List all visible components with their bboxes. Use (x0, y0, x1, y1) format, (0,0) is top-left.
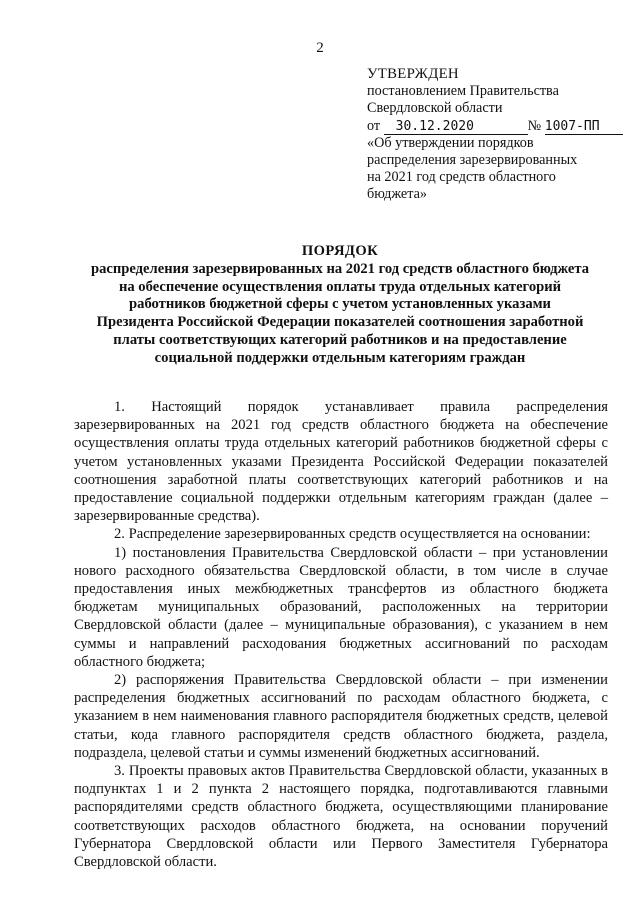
decree-number: 1007-ПП (545, 120, 623, 135)
approval-quote-line-3: на 2021 год средств областного (367, 169, 556, 186)
page-number: 2 (316, 40, 324, 56)
paragraph-1: 1. Настоящий порядок устанавливает правила распределения зарезервированных на 2021 год средств областного бюджета на обеспечение осуществления оплаты труда отдельных категорий работников бюджетной сферы с учетом установленных указами Президента Российской Федерации показателей соотношения заработной платы соответствующих категорий работников и на предоставление социальной поддержки отдельным категориям граждан (далее – зарезервированные средства). (74, 399, 608, 525)
title-line-5: платы соответствующих категорий работников и на предоставление (113, 331, 567, 348)
approval-date-line (367, 118, 629, 135)
approval-line-2: Свердловской области (367, 100, 503, 117)
paragraph-2: 2. Распределение зарезервированных средств осуществляется на основании: (114, 526, 591, 543)
approval-quote-line-1: «Об утверждении порядков (367, 134, 534, 151)
title-line-3: работников бюджетной сферы с учетом установленных указами (129, 296, 551, 313)
approval-block (367, 66, 629, 204)
title-line-4: Президента Российской Федерации показателей соотношения заработной (96, 314, 584, 331)
paragraph-3: 3. Проекты правовых актов Правительства Свердловской области, указанных в подпунктах 1 и 2 пункта 2 настоящего порядка, подготавливаются главными распорядителями средств областного бюджета, осуществляющими планирование соответствующих расходов областного бюджета, на основании поручений Губернатора Свердловской области или Первого Заместителя Губернатора Свердловской области. (74, 763, 608, 871)
subparagraph-2: 2) распоряжения Правительства Свердловской области – при изменении распределения бюджетных ассигнований по расходам областного бюджета, с указанием в нем наименования главного распорядителя бюджетных средств, целевой статьи, кода главного распорядителя средств областного бюджета, раздела, подраздела, целевой статьи и суммы изменений бюджетных ассигнований. (74, 672, 608, 761)
decree-date: 30.12.2020 (384, 120, 528, 135)
title-line-2: на обеспечение осуществления оплаты труда отдельных категорий (118, 278, 562, 295)
approval-quote-line-2: распределения зарезервированных (367, 152, 578, 169)
title-heading: ПОРЯДОК (301, 243, 379, 259)
title-line-1: распределения зарезервированных на 2021 год средств областного бюджета (90, 260, 590, 277)
title-line-6: социальной поддержки отдельным категориям граждан (154, 349, 526, 366)
subparagraph-1: 1) постановления Правительства Свердловской области – при установлении нового расходного обязательства Свердловской области, в том числе в случае предоставления иных межбюджетных трансфертов из областного бюджета бюджетам муниципальных образований, расположенных на территории Свердловской области (далее – муниципальные образования), с указанием в нем суммы и направлений расходования бюджетных ассигнований по расходам областного бюджета; (74, 544, 608, 670)
document-body (74, 398, 608, 871)
document-title (60, 243, 620, 368)
number-prefix: № (527, 117, 542, 134)
approval-heading: УТВЕРЖДЕН (367, 66, 459, 82)
date-prefix: от (367, 117, 381, 134)
approval-line-1: постановлением Правительства (367, 83, 559, 100)
approval-quote-line-4: бюджета» (367, 186, 427, 203)
